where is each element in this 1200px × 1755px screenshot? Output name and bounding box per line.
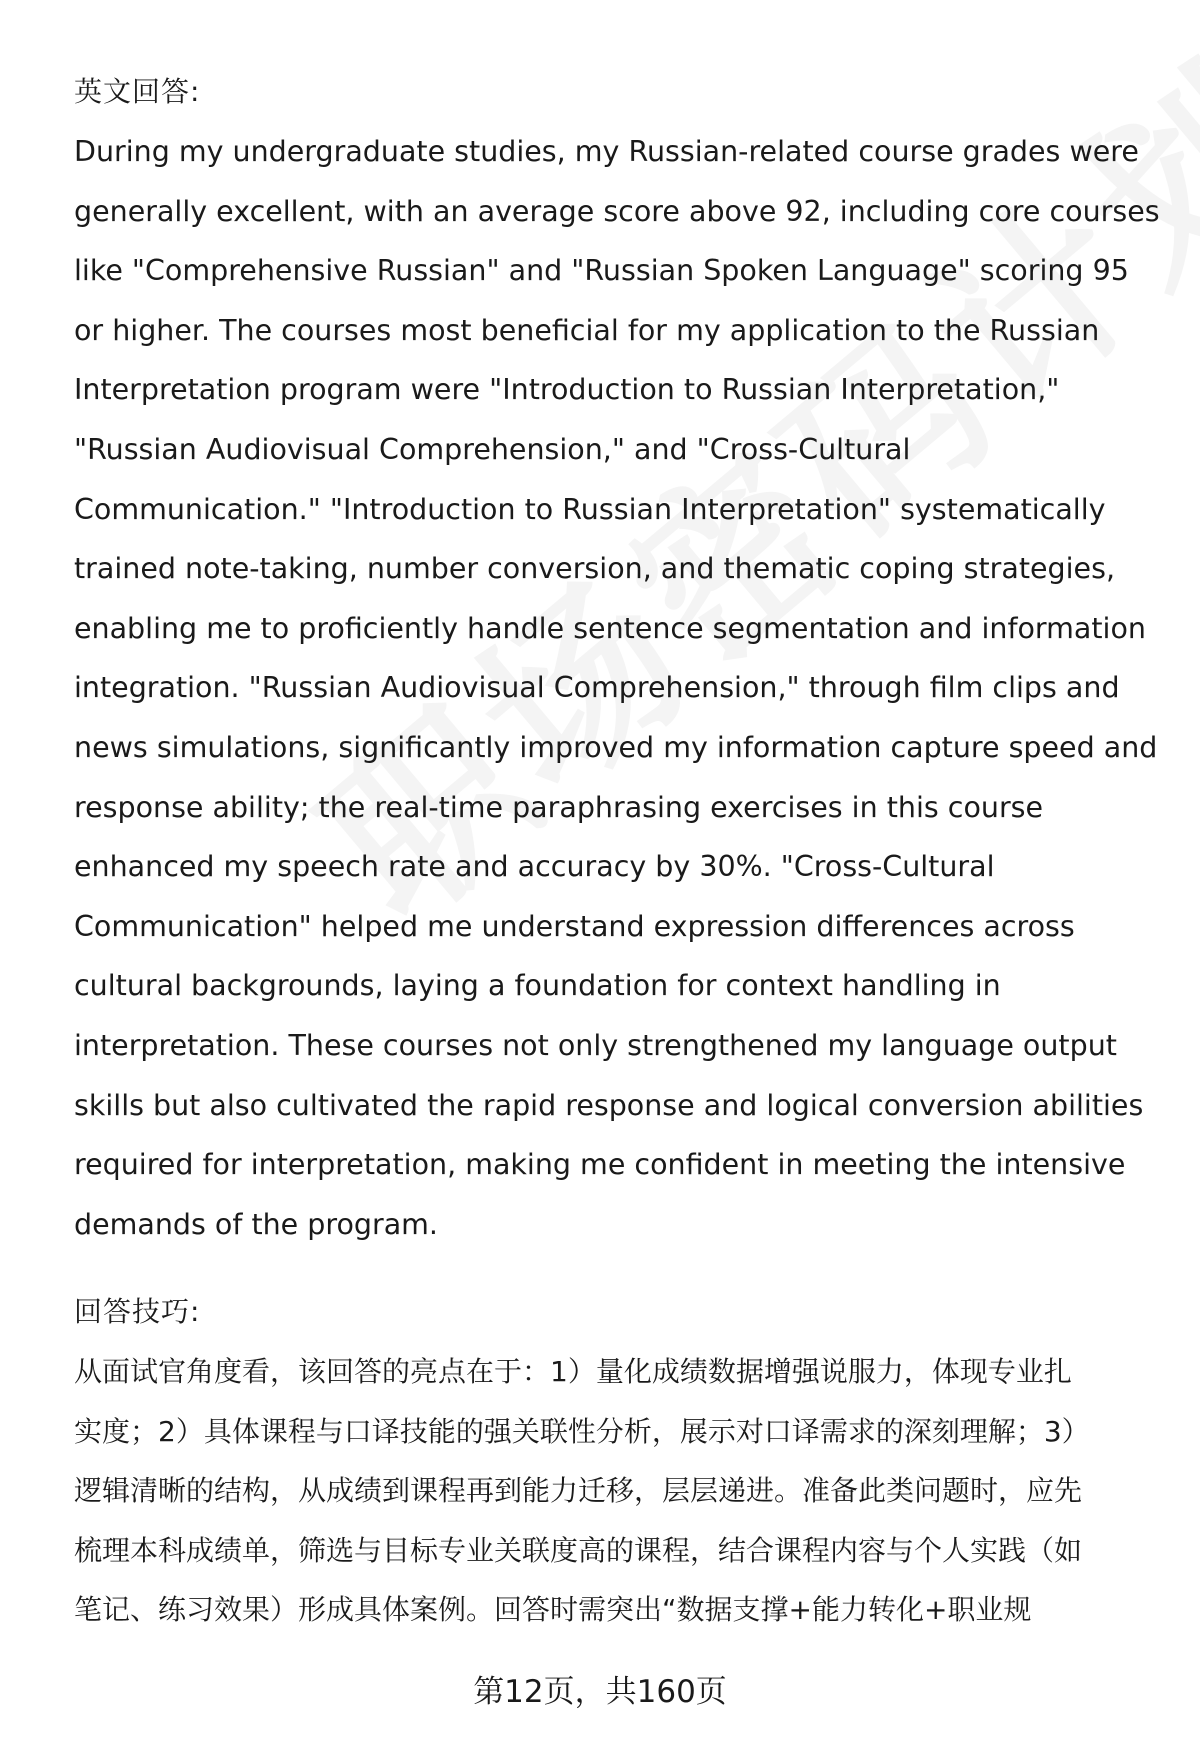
answer-label: 英文回答: bbox=[74, 75, 201, 108]
answer-line: like "Comprehensive Russian" and "Russian Spoken Language" scoring 95 bbox=[74, 254, 1129, 288]
answer-line: cultural backgrounds, laying a foundation for context handling in bbox=[74, 969, 1001, 1003]
answer-line: Communication." "Introduction to Russian Interpretation" systematically bbox=[74, 492, 1106, 526]
answer-line: generally excellent, with an average score above 92, including core courses bbox=[74, 194, 1160, 228]
answer-line: integration. "Russian Audiovisual Comprehension," through film clips and bbox=[74, 671, 1120, 705]
answer-line: Communication" helped me understand expression differences across bbox=[74, 909, 1075, 943]
page-number-footer: 第12页，共160页 bbox=[473, 1674, 727, 1710]
answer-line: interpretation. These courses not only strengthened my language output bbox=[74, 1028, 1117, 1062]
answer-line: During my undergraduate studies, my Russian-related course grades were bbox=[74, 135, 1139, 168]
answer-line: or higher. The courses most beneficial for my application to the Russian bbox=[74, 313, 1100, 347]
tips-paragraph bbox=[74, 1342, 1154, 1640]
answer-line: skills but also cultivated the rapid response and logical conversion abilities bbox=[74, 1088, 1144, 1122]
tips-line: 实度；2）具体课程与口译技能的强关联性分析，展示对口译需求的深刻理解；3） bbox=[74, 1414, 1090, 1448]
tips-label: 回答技巧: bbox=[74, 1295, 201, 1329]
tips-line: 梳理本科成绩单，筛选与目标专业关联度高的课程，结合课程内容与个人实践（如 bbox=[74, 1533, 1083, 1567]
tips-line: 笔记、练习效果）形成具体案例。回答时需突出“数据支撑+能力转化+职业规 bbox=[74, 1593, 1032, 1627]
answer-line: trained note-taking, number conversion, and thematic coping strategies, bbox=[74, 552, 1116, 586]
answer-line: enabling me to proficiently handle sentence segmentation and information bbox=[74, 611, 1146, 645]
answer-line: Interpretation program were "Introduction to Russian Interpretation," bbox=[74, 373, 1060, 407]
answer-line: news simulations, significantly improved my information capture speed and bbox=[74, 730, 1158, 764]
section-gap bbox=[74, 1254, 1154, 1282]
tips-line: 逻辑清晰的结构，从成绩到课程再到能力迁移，层层递进。准备此类问题时，应先 bbox=[74, 1474, 1083, 1508]
answer-line: required for interpretation, making me confident in meeting the intensive bbox=[74, 1148, 1126, 1182]
page-content bbox=[74, 62, 1160, 1640]
answer-line: enhanced my speech rate and accuracy by 30%. "Cross-Cultural bbox=[74, 850, 995, 884]
answer-paragraph bbox=[74, 122, 1160, 1254]
answer-line: demands of the program. bbox=[74, 1207, 438, 1241]
answer-line: response ability; the real-time paraphrasing exercises in this course bbox=[74, 790, 1044, 824]
tips-line: 从面试官角度看，该回答的亮点在于：1）量化成绩数据增强说服力，体现专业扎 bbox=[74, 1355, 1072, 1389]
answer-line: "Russian Audiovisual Comprehension," and "Cross-Cultural bbox=[74, 432, 911, 466]
